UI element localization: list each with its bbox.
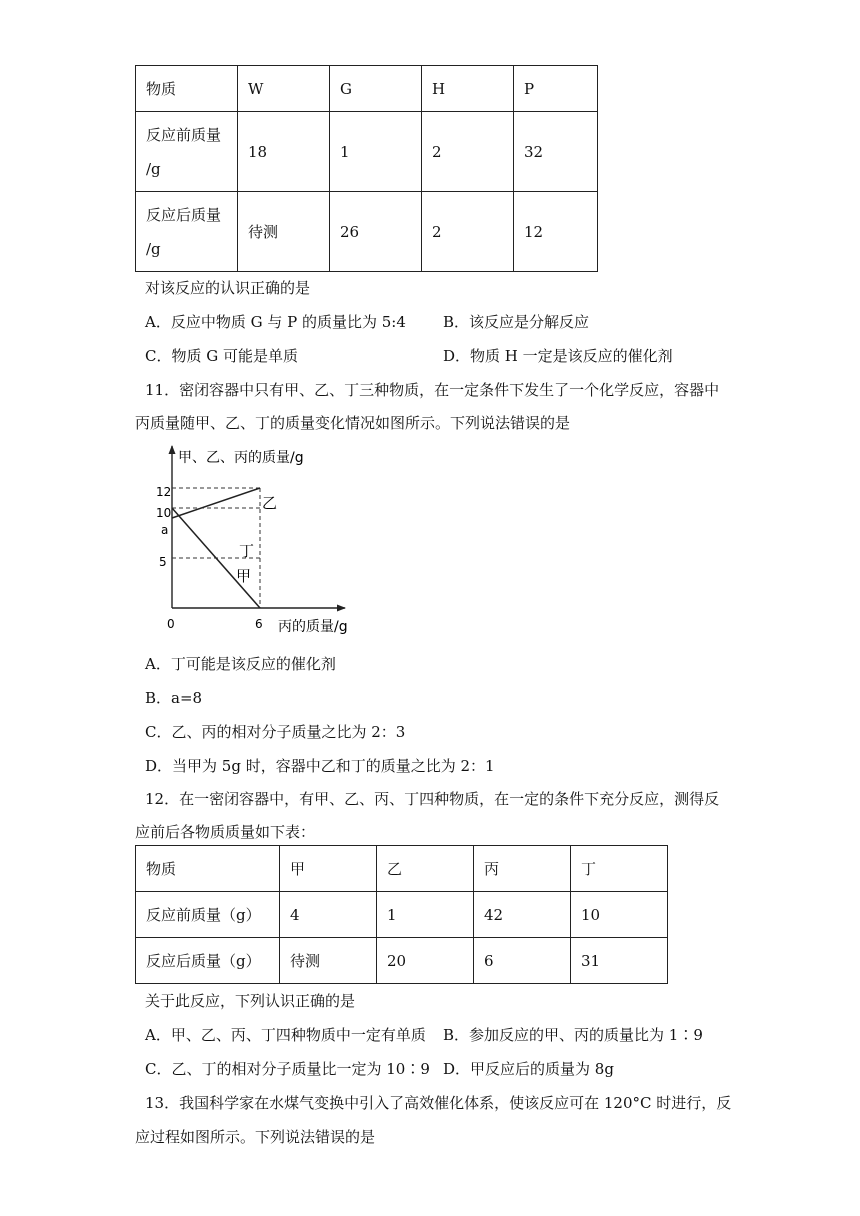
q12-option-c: C．乙、丁的相对分子质量比一定为 10∶9 [145, 1060, 430, 1078]
table-1-row [136, 112, 598, 192]
table-1-cell: 12 [514, 192, 598, 272]
row-label-line: 反应后质量 [146, 205, 222, 224]
table-1-row-label [136, 112, 238, 192]
q10-option-d: D．物质 H 一定是该反应的催化剂 [443, 347, 673, 365]
q12-stem-line-1: 12．在一密闭容器中，有甲、乙、丙、丁四种物质，在一定的条件下充分反应，测得反 [145, 790, 720, 808]
series-label-ding: 丁 [239, 542, 255, 560]
table-2-cell: 31 [571, 938, 668, 984]
row-label-line: /g [146, 239, 161, 258]
mass-chart [150, 440, 370, 640]
x-axis-label: 丙的质量/g [278, 619, 348, 635]
row-label-line: 反应前质量 [146, 125, 222, 144]
table-1-cell: 32 [514, 112, 598, 192]
table-1-cell: 26 [330, 192, 422, 272]
table-1-header-cell: P [514, 66, 598, 112]
q10-option-c: C．物质 G 可能是单质 [145, 347, 298, 365]
q11-option-b: B．a=8 [145, 689, 203, 707]
q11-stem-line-2: 丙质量随甲、乙、丁的质量变化情况如图所示。下列说法错误的是 [135, 414, 571, 432]
q12-stem-line-2: 应前后各物质质量如下表： [135, 823, 316, 841]
q12-option-d: D．甲反应后的质量为 8g [443, 1060, 614, 1078]
table-1-header-cell: G [330, 66, 422, 112]
table-1-header-cell: W [238, 66, 330, 112]
q10-option-b: B．该反应是分解反应 [443, 313, 590, 331]
q11-option-a: A．丁可能是该反应的催化剂 [145, 655, 336, 673]
table-2-header-cell: 丁 [571, 846, 668, 892]
y-tick-label-5: 5 [159, 555, 167, 569]
table-1-row [136, 192, 598, 272]
table-2-cell: 42 [474, 892, 571, 938]
series-line-0 [172, 488, 260, 518]
q10-option-a: A．反应中物质 G 与 P 的质量比为 5:4 [145, 313, 406, 331]
table-2-header-cell: 乙 [377, 846, 474, 892]
table-2-row [136, 892, 668, 938]
series-label-jia: 甲 [236, 567, 252, 585]
table-1-cell: 18 [238, 112, 330, 192]
table-1-row-label [136, 192, 238, 272]
table-1-cell: 待测 [238, 192, 330, 272]
q13-stem-line-2: 应过程如图所示。下列说法错误的是 [135, 1128, 376, 1146]
q11-stem-line-1: 11．密闭容器中只有甲、乙、丁三种物质，在一定条件下发生了一个化学反应，容器中 [145, 381, 720, 399]
table-2-header-cell: 丙 [474, 846, 571, 892]
y-axis-label: 甲、乙、丙的质量/g [178, 450, 304, 466]
table-1-header-cell: H [422, 66, 514, 112]
table-2-cell: 4 [280, 892, 377, 938]
q11-option-d: D．当甲为 5g 时，容器中乙和丁的质量之比为 2：1 [145, 757, 495, 775]
table-1 [135, 65, 598, 272]
table-1-header-cell: 物质 [136, 66, 238, 112]
table-2-cell: 6 [474, 938, 571, 984]
q12-question: 关于此反应，下列认识正确的是 [145, 992, 356, 1010]
q12-option-b: B．参加反应的甲、丙的质量比为 1∶9 [443, 1026, 703, 1044]
row-label-line: /g [146, 159, 161, 178]
x-tick-label-6: 6 [255, 617, 263, 631]
y-tick-label-a: a [161, 523, 169, 537]
table-1-cell: 2 [422, 112, 514, 192]
table-2-header-cell: 物质 [136, 846, 280, 892]
table-2-row-label: 反应后质量（g） [136, 938, 280, 984]
table-2-header-row [136, 846, 668, 892]
table-2-row-label: 反应前质量（g） [136, 892, 280, 938]
q11-option-c: C．乙、丙的相对分子质量之比为 2：3 [145, 723, 406, 741]
table-2-cell: 1 [377, 892, 474, 938]
table-2-row [136, 938, 668, 984]
origin-label: 0 [167, 617, 175, 631]
q12-option-a: A．甲、乙、丙、丁四种物质中一定有单质 [145, 1026, 426, 1044]
table-2 [135, 845, 668, 984]
y-tick-label-12: 12 [156, 485, 172, 499]
table-2-header-cell: 甲 [280, 846, 377, 892]
table-2-cell: 20 [377, 938, 474, 984]
table-2-cell: 待测 [280, 938, 377, 984]
table-2-cell: 10 [571, 892, 668, 938]
series-label-yi: 乙 [262, 494, 278, 512]
y-tick-label-10: 10 [156, 506, 172, 520]
q13-stem-line-1: 13．我国科学家在水煤气变换中引入了高效催化体系，使该反应可在 120°C 时进行，反 [145, 1094, 732, 1112]
table-1-header-row [136, 66, 598, 112]
table-1-cell: 1 [330, 112, 422, 192]
q10-stem: 对该反应的认识正确的是 [145, 279, 311, 297]
table-1-cell: 2 [422, 192, 514, 272]
